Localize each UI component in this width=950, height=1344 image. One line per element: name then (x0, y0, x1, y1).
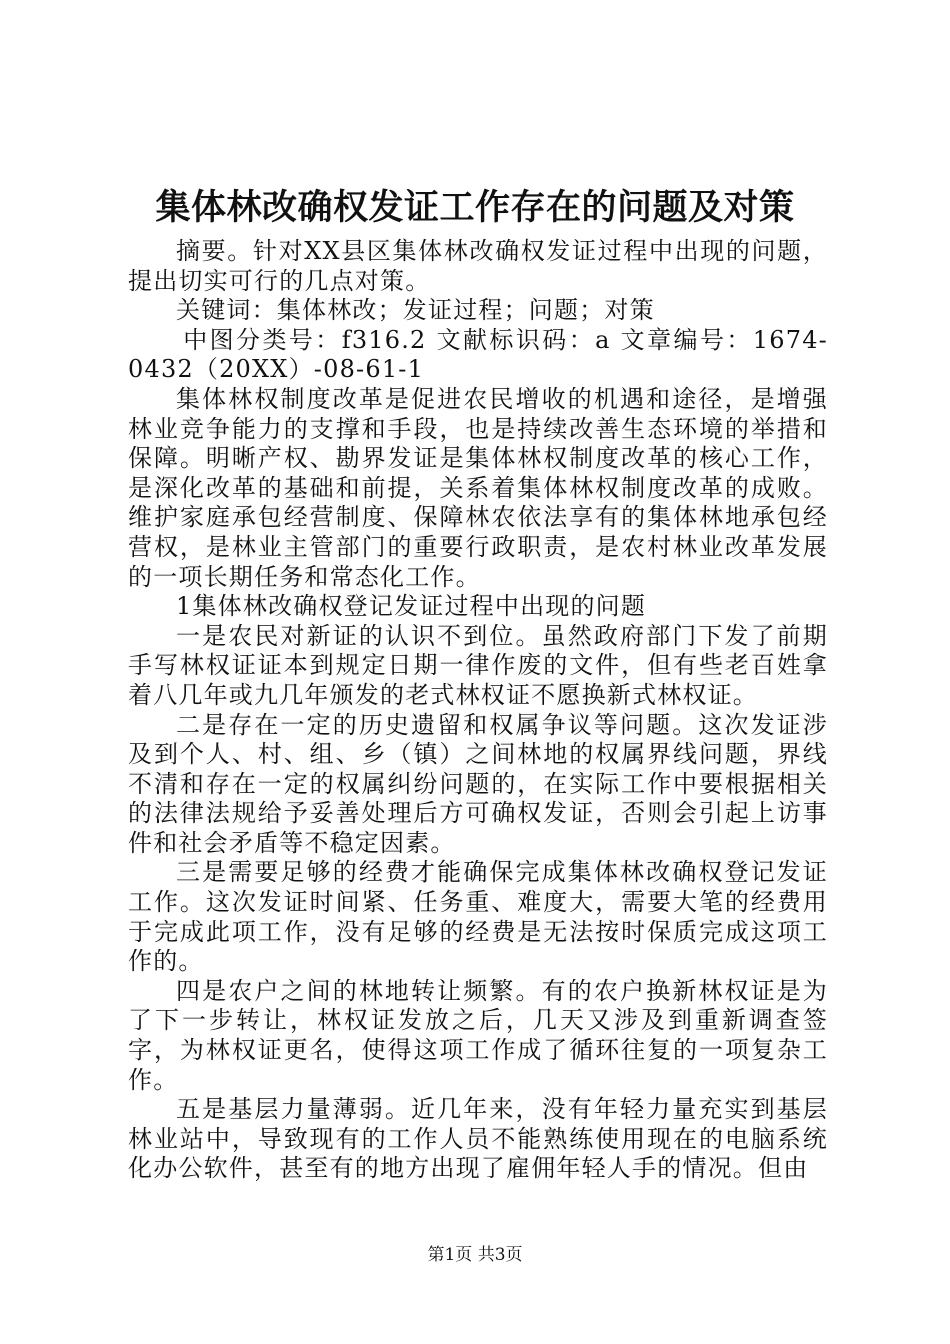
document-title: 集体林改确权发证工作存在的问题及对策 (155, 187, 795, 228)
classification-paragraph: 中图分类号：f316.2 文献标识码：a 文章编号：1674-0432（20XX）-08-61-1 (128, 325, 828, 384)
keywords-paragraph: 关键词：集体林改；发证过程；问题；对策 (176, 296, 655, 325)
section-heading: 1集体林改确权登记发证过程中出现的问题 (176, 592, 647, 621)
page-footer: 第1页 共3页 (427, 1245, 523, 1265)
body-paragraph: 二是存在一定的历史遗留和权属争议等问题。这次发证涉及到个人、村、组、乡（镇）之间林地的权属界线问题，界线不清和存在一定的权属纠纷问题的，在实际工作中要根据相关的法律法规给予妥善处理后方可确权发证，否则会引起上访事件和社会矛盾等不稳定因素。 (128, 710, 828, 857)
abstract-paragraph: 摘要。针对XX县区集体林改确权发证过程中出现的问题，提出切实可行的几点对策。 (128, 237, 828, 295)
document-body (128, 237, 828, 1184)
body-paragraph: 五是基层力量薄弱。近几年来，没有年轻力量充实到基层林业站中，导致现有的工作人员不能熟练使用现在的电脑系统化办公软件，甚至有的地方出现了雇佣年轻人手的情况。但由 (128, 1095, 828, 1183)
body-paragraph: 三是需要足够的经费才能确保完成集体林改确权登记发证工作。这次发证时间紧、任务重、难度大，需要大笔的经费用于完成此项工作，没有足够的经费是无法按时保质完成这项工作的。 (128, 858, 828, 976)
body-paragraph: 集体林权制度改革是促进农民增收的机遇和途径，是增强林业竞争能力的支撑和手段，也是持续改善生态环境的举措和保障。明晰产权、勘界发证是集体林权制度改革的核心工作，是深化改革的基础和前提，关系着集体林权制度改革的成败。维护家庭承包经营制度、保障林农依法享有的集体林地承包经营权，是林业主管部门的重要行政职责，是农村林业改革发展的一项长期任务和常态化工作。 (128, 384, 828, 591)
body-paragraph: 四是农户之间的林地转让频繁。有的农户换新林权证是为了下一步转让，林权证发放之后，几天又涉及到重新调查签字，为林权证更名，使得这项工作成了循环往复的一项复杂工作。 (128, 976, 828, 1094)
body-paragraph: 一是农民对新证的认识不到位。虽然政府部门下发了前期手写林权证证本到规定日期一律作废的文件，但有些老百姓拿着八几年或九几年颁发的老式林权证不愿换新式林权证。 (128, 621, 828, 709)
